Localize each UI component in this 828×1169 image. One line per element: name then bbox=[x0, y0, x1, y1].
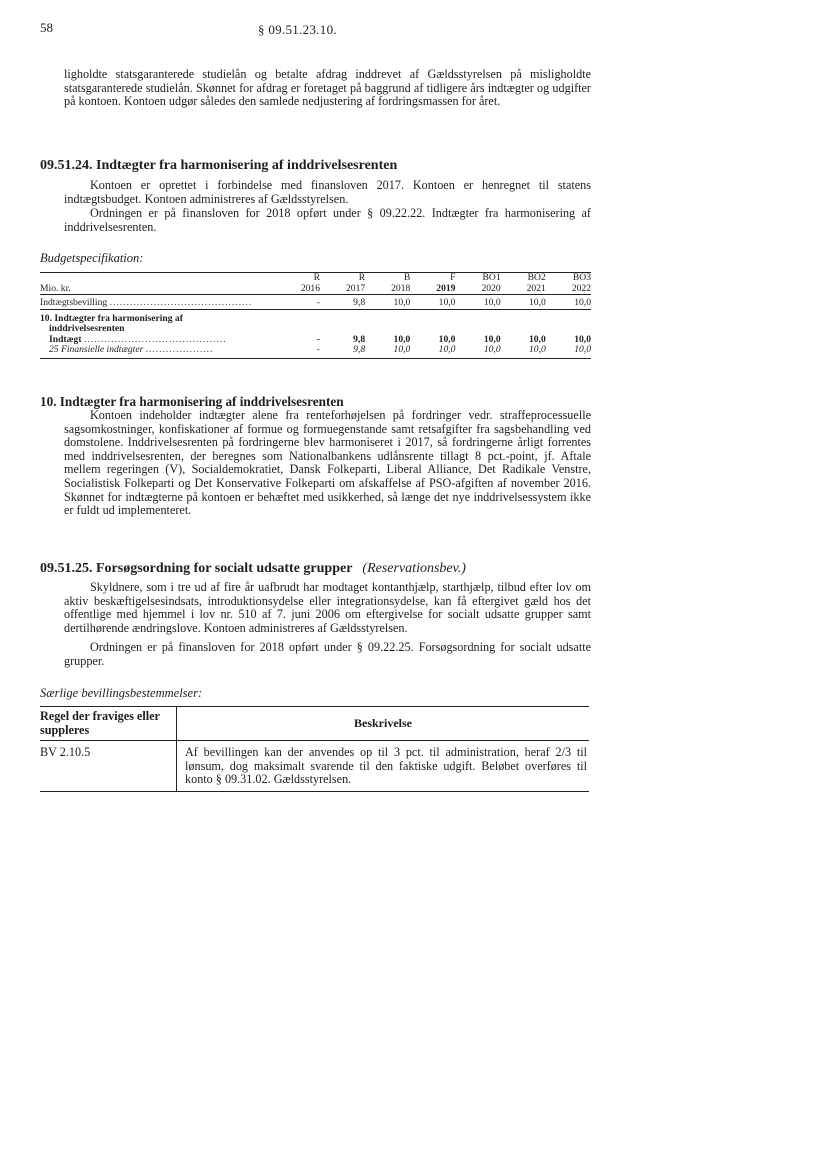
column-code: BO2 bbox=[501, 273, 546, 284]
provisions-header-row bbox=[40, 707, 589, 741]
cell-value: 10,0 bbox=[365, 295, 410, 310]
cell-value: - bbox=[273, 345, 320, 358]
column-year: 2018 bbox=[391, 282, 411, 294]
section-heading-0951-25 bbox=[40, 561, 466, 577]
cell-value: 9,8 bbox=[320, 345, 365, 358]
column-header-rule: Regel der fraviges eller suppleres bbox=[40, 707, 177, 741]
cell-value: - bbox=[316, 333, 320, 345]
budget-caption: Budgetspecifikation: bbox=[40, 251, 144, 265]
section-0951-25-paragraph-1: Skyldnere, som i tre ud af fire år uafbrudt har modtaget kontanthjælp, starthjælp, tilbud efter lov om aktiv beskæftigelsesindsats, introduktionsydelse eller integrationsydelse, kan få eftergivet gæld hos det offentlige med hjemmel i lov nr. 510 af 7. juni 2006 om eftergivelse for socialt udsatte grupper samt dertilhørende ændringslove. Kontoen administreres af Gældsstyrelsen. bbox=[64, 580, 591, 635]
budget-header-codes bbox=[40, 273, 591, 284]
budget-header-years bbox=[40, 284, 591, 295]
budget-total-row: Indtægtsbevilling .......................................... - 9,8 10,0 10,0 10,0 10,0 10,0 bbox=[40, 295, 591, 310]
column-code: R bbox=[273, 273, 320, 284]
column-year: 2019 bbox=[436, 282, 456, 294]
page-number: 58 bbox=[40, 20, 53, 35]
cell-value: 10,0 bbox=[546, 345, 591, 358]
cell-value: 10,0 bbox=[410, 295, 455, 310]
running-section-reference: § 09.51.23.10. bbox=[258, 22, 337, 37]
cell-value: 9,8 bbox=[320, 295, 365, 310]
description-cell: Af bevillingen kan der anvendes op til 3 pct. til administration, heraf 2/3 til lønsum, dog maksimalt svarende til den faktiske udgift. Beløbet overføres til konto § 09.31.02. Gældsstyrelsen. bbox=[177, 741, 590, 792]
column-code: B bbox=[365, 273, 410, 284]
cell-value: 10,0 bbox=[528, 333, 546, 345]
column-year: 2017 bbox=[345, 282, 366, 294]
column-code: R bbox=[320, 273, 365, 284]
unit-label: Mio. kr. bbox=[40, 282, 71, 294]
row-label: 10. Indtægter fra harmonisering af bbox=[40, 309, 273, 324]
cell-value: 10,0 bbox=[393, 333, 411, 345]
section-title: 09.51.25. Forsøgsordning for socialt udsatte grupper bbox=[40, 561, 353, 576]
section-0951-25-paragraph-2: Ordningen er på finansloven for 2018 opført under § 09.22.25. Forsøgsordning for socialt udsatte grupper. bbox=[64, 640, 591, 668]
cell-value: 10,0 bbox=[455, 345, 500, 358]
section-0951-24-paragraph-2: Ordningen er på finansloven for 2018 opført under § 09.22.22. Indtægter fra harmonisering af inddrivelsesrenten. bbox=[64, 206, 591, 234]
rule-cell: BV 2.10.5 bbox=[40, 741, 177, 792]
cell-value: 10,0 bbox=[410, 345, 455, 358]
cell-value: 10,0 bbox=[546, 295, 591, 310]
rules-caption: Særlige bevillingsbestemmelser: bbox=[40, 686, 203, 700]
subaccount-title-row bbox=[40, 309, 591, 324]
cell-value: 10,0 bbox=[483, 333, 501, 345]
column-code: BO3 bbox=[546, 273, 591, 284]
subsection-heading-10: 10. Indtægter fra harmonisering af inddrivelsesrenten bbox=[40, 394, 344, 409]
provisions-table bbox=[40, 706, 589, 792]
row-label: inddrivelsesrenten bbox=[49, 323, 125, 334]
row-label: Indtægt bbox=[49, 333, 82, 345]
intro-paragraph: ligholdte statsgaranterede studielån og betalte afdrag inddrevet af Gældsstyrelsen på misligholdte statsgaranterede studielån. Skønnet for afdrag er foretaget på baggrund af tidligere års indtægter og udgifter på kontoen. Kontoen udgør således den samlede nedjustering af fordringsmassen for året. bbox=[64, 67, 591, 109]
column-code: F bbox=[410, 273, 455, 284]
column-header-description: Beskrivelse bbox=[177, 707, 590, 741]
section-0951-24-paragraph-1: Kontoen er oprettet i forbindelse med finansloven 2017. Kontoen er henregnet til statens indtægtsbudget. Kontoen administreres af Gældsstyrelsen. bbox=[64, 178, 591, 206]
row-label: Indtægtsbevilling bbox=[40, 297, 108, 308]
cell-value: 10,0 bbox=[365, 345, 410, 358]
column-code: BO1 bbox=[455, 273, 500, 284]
reservation-note: (Reservationsbev.) bbox=[362, 561, 466, 576]
income-row: Indtægt .......................................... - 9,8 10,0 10,0 10,0 10,0 10,0 bbox=[49, 333, 591, 345]
cell-value: 10,0 bbox=[438, 333, 456, 345]
section-heading-0951-24: 09.51.24. Indtægter fra harmonisering af inddrivelsesrenten bbox=[40, 158, 398, 173]
column-year: 2022 bbox=[571, 282, 591, 294]
cell-value: 10,0 bbox=[574, 333, 591, 345]
cell-value: 10,0 bbox=[501, 295, 546, 310]
column-year: 2016 bbox=[300, 282, 320, 294]
column-year: 2021 bbox=[526, 282, 546, 294]
provisions-row bbox=[40, 741, 589, 792]
row-label: 25 Finansielle indtægter bbox=[49, 344, 144, 355]
cell-value: 10,0 bbox=[501, 345, 546, 358]
budget-table bbox=[40, 272, 591, 359]
column-year: 2020 bbox=[481, 282, 501, 294]
item-row: 25 Finansielle indtægter .................... - 9,8 10,0 10,0 10,0 10,0 10,0 bbox=[40, 345, 591, 358]
cell-value: - bbox=[273, 295, 320, 310]
cell-value: 9,8 bbox=[353, 333, 366, 345]
cell-value: 10,0 bbox=[455, 295, 500, 310]
subsection-10-paragraph: Kontoen indeholder indtægter alene fra renteforhøjelsen på fordringer vedr. straffeprocessuelle sagsomkostninger, konfiskationer af formue og formuegenstande samt retsafgifter fra sagsbehandling ved domstolene. Inddrivelsesrenten på fordringerne blev harmoniseret i 2017, så fordringerne årligt forrentes med inddrivelsesrenten, der beregnes som Nationalbankens udlånsrente tillagt 8 pct.-point, jf. Aftale mellem regeringen (V), Socialdemokratiet, Dansk Folkeparti, Liberal Alliance, Det Radikale Venstre, Socialistisk Folkeparti og Det Konservative Folkeparti om afskaffelse af PSO-afgiften af november 2016. Skønnet for indtægterne på kontoen er behæftet med usikkerhed, så længe det nye inddrivelsessystem ikke er fuldt ud implementeret. bbox=[64, 408, 591, 518]
